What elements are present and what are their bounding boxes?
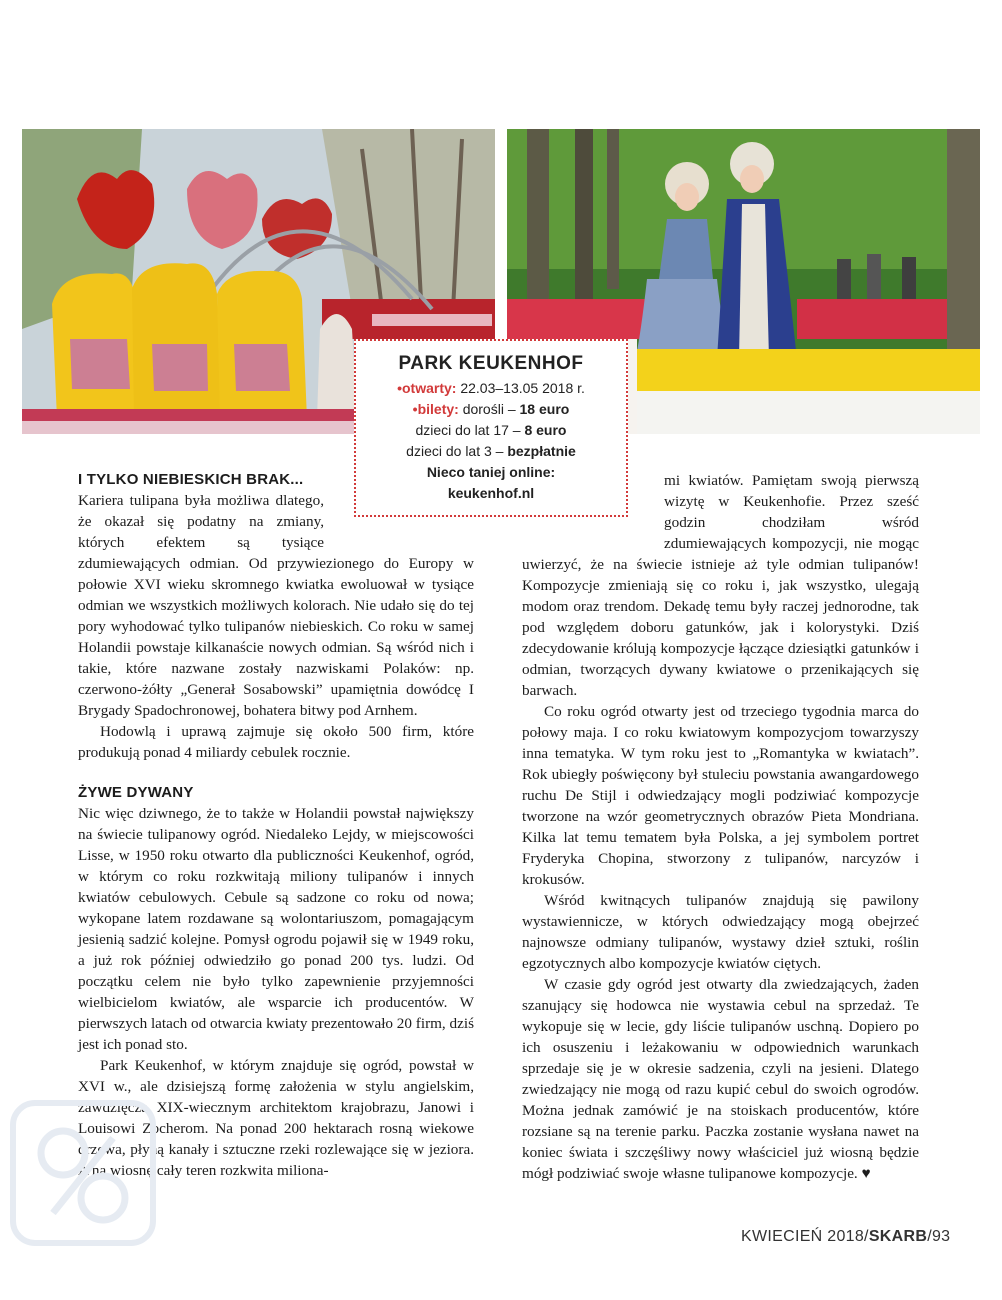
article-paragraph: Co roku ogród otwarty jest od trzeciego tygodnia marca do połowy maja. I co roku kwiatowym kompozycjom towarzyszy inna tematyka. W tym roku jest to „Romantyka w kwiatach”. Rok ubiegły poświęcony był stuleciu powstania awangardowego ruchu De Stijl i odwiedzający mogli podziwiać kompozycje tworzone na wzór geometrycznych obrazów Pieta Mondriana. Kilka lat temu tematem była Polska, a jej symbolem portret Fryderyka Chopina, stworzony z tulipanów, narcyzów i krokusów. xyxy=(522,703,919,888)
article-paragraph: mi kwiatów. Pamiętam swoją pierwszą wizytę w Keukenhofie. Przez sześć godzin chodziłam wśród zdumiewających kompozycji, nie mogąc uwierzyć, że na świecie istnieje aż tyle odmian tulipanów! Kompozycje zmieniają się co roku i, jak wszystko, ulegają modom oraz trendom. Dekadę temu były raczej jednorodne, tak pod względem doboru gatunków, jak i kolorystyki. Dziś zdecydowanie królują kompozycje łączące dziesiątki gatunków i odmian, tworzących dywany kwiatowe o przenikających się barwach. xyxy=(522,472,919,699)
info-box-tickets-kids3: dzieci do lat 3 – bezpłatnie xyxy=(406,443,576,459)
section-heading: I TYLKO NIEBIESKICH BRAK... xyxy=(78,471,304,488)
article-paragraph: Wśród kwitnących tulipanów znajdują się pawilony wystawiennicze, w których odwiedzający mogą obejrzeć najnowsze odmiany tulipanów, wystawy dzieł sztuki, roślin egzotycznych albo kompozycje kwiatów ciętych. xyxy=(522,892,919,972)
article-paragraph: Hodowlą i uprawą zajmuje się około 500 firm, które produkują ponad 4 miliardy cebulek rocznie. xyxy=(78,723,474,761)
article-paragraph: Kariera tulipana była możliwa dlatego, że okazał się podatny na zmiany, których efektem są tysiące zdumiewających odmian. Od przywiezionego do Europy w połowie XVI wieku skromnego kwiatka ewoluował w tysiące odmian we wszystkich możliwych kolorach. Nie udało się do tej pory wyhodować tylko tulipanów niebieskich. Co roku w samej Holandii powstaje kilkanaście nowych odmian. Są wśród nich i takie, które nazwane zostały nazwiskami Polaków: np. czerwono-żółty „Generał Sosabowski” upamiętnia dowódcę I Brygady Spadochronowej, bohatera bitwy pod Arnhem. xyxy=(78,492,474,719)
article-paragraph: W czasie gdy ogród jest otwarty dla zwiedzających, żaden szanujący się hodowca nie wystawia cebul na sprzedaż. Te wykopuje się w lecie, gdy liście tulipanów uschną. Dopiero po ich osuszeniu i leżakowaniu w odpowiednich warunkach sprzedaje się je w okresie sadzenia, czyli na jesieni. Dlatego zwiedzający nie mogą od razu kupić cebul do swoich ogrodów. Można jednak zamówić je na stoiskach producentów, które rozsiane są na terenie parku. Paczka zostanie wysłana nawet na koniec świata i szczęśliwy nowy właściciel już wiosną będzie mógł podziwiać swoje własne tulipanowe kompozycje. ♥ xyxy=(522,976,919,1182)
article-paragraph: Park Keukenhof, w którym znajduje się ogród, powstał w XVI w., ale dzisiejszą formę założenia w stylu angielskim, zawdzięcza XIX-wiecznym architektom krajobrazu, Janowi i Louisowi Zocherom. Na ponad 200 hektarach rosną wiekowe drzewa, płyną kanały i sztuczne rzeki rozlewające się w jeziora. A na wiosnę cały teren rozkwita miliona- xyxy=(78,1057,474,1179)
article-paragraph: Nic więc dziwnego, że to także w Holandii powstał największy na świecie tulipanowy ogród. Niedaleko Lejdy, w miejscowości Lisse, w 1950 roku otwarto dla publiczności Keukenhof, ogród, w którym co roku rozkwitają miliony tulipanów i innych kwiatów cebulowych. Cebule są sadzone co roku od nowa; wykopane latem rozdawane są wolontariuszom, pomagającym jesienią sadzić kolejne. Pomysł ogrodu pojawił się w 1949 roku, a już rok później odwiedziło go ponad 200 tys. ludzi. Od początku celem nie było tylko zapewnienie przyjemności wielbicielom kwiatów, ale wsparcie ich producentów. W pierwszych latach od otwarcia kwiaty prezentowało 20 firm, dziś jest ich ponad sto. xyxy=(78,805,474,1053)
info-box-tickets: •bilety: dorośli – 18 euro xyxy=(412,401,570,417)
page-number: /93 xyxy=(927,1228,951,1245)
info-box-title: PARK KEUKENHOF xyxy=(398,353,584,374)
article-column-left xyxy=(78,470,474,1181)
info-box-tickets-kids17: dzieci do lat 17 – 8 euro xyxy=(415,422,567,438)
magazine-logo-watermark xyxy=(8,1098,158,1248)
section-heading: ŻYWE DYWANY xyxy=(78,784,194,801)
footer-issue: KWIECIEŃ 2018/ xyxy=(741,1228,869,1245)
page-footer xyxy=(741,1228,950,1246)
article-column-right xyxy=(522,470,919,1184)
footer-magazine: SKARB xyxy=(868,1228,928,1245)
info-box-open: •otwarty: 22.03–13.05 2018 r. xyxy=(397,380,585,396)
info-box-website[interactable]: keukenhof.nl xyxy=(447,485,535,501)
info-box-online-note: Nieco taniej online: xyxy=(426,464,556,480)
